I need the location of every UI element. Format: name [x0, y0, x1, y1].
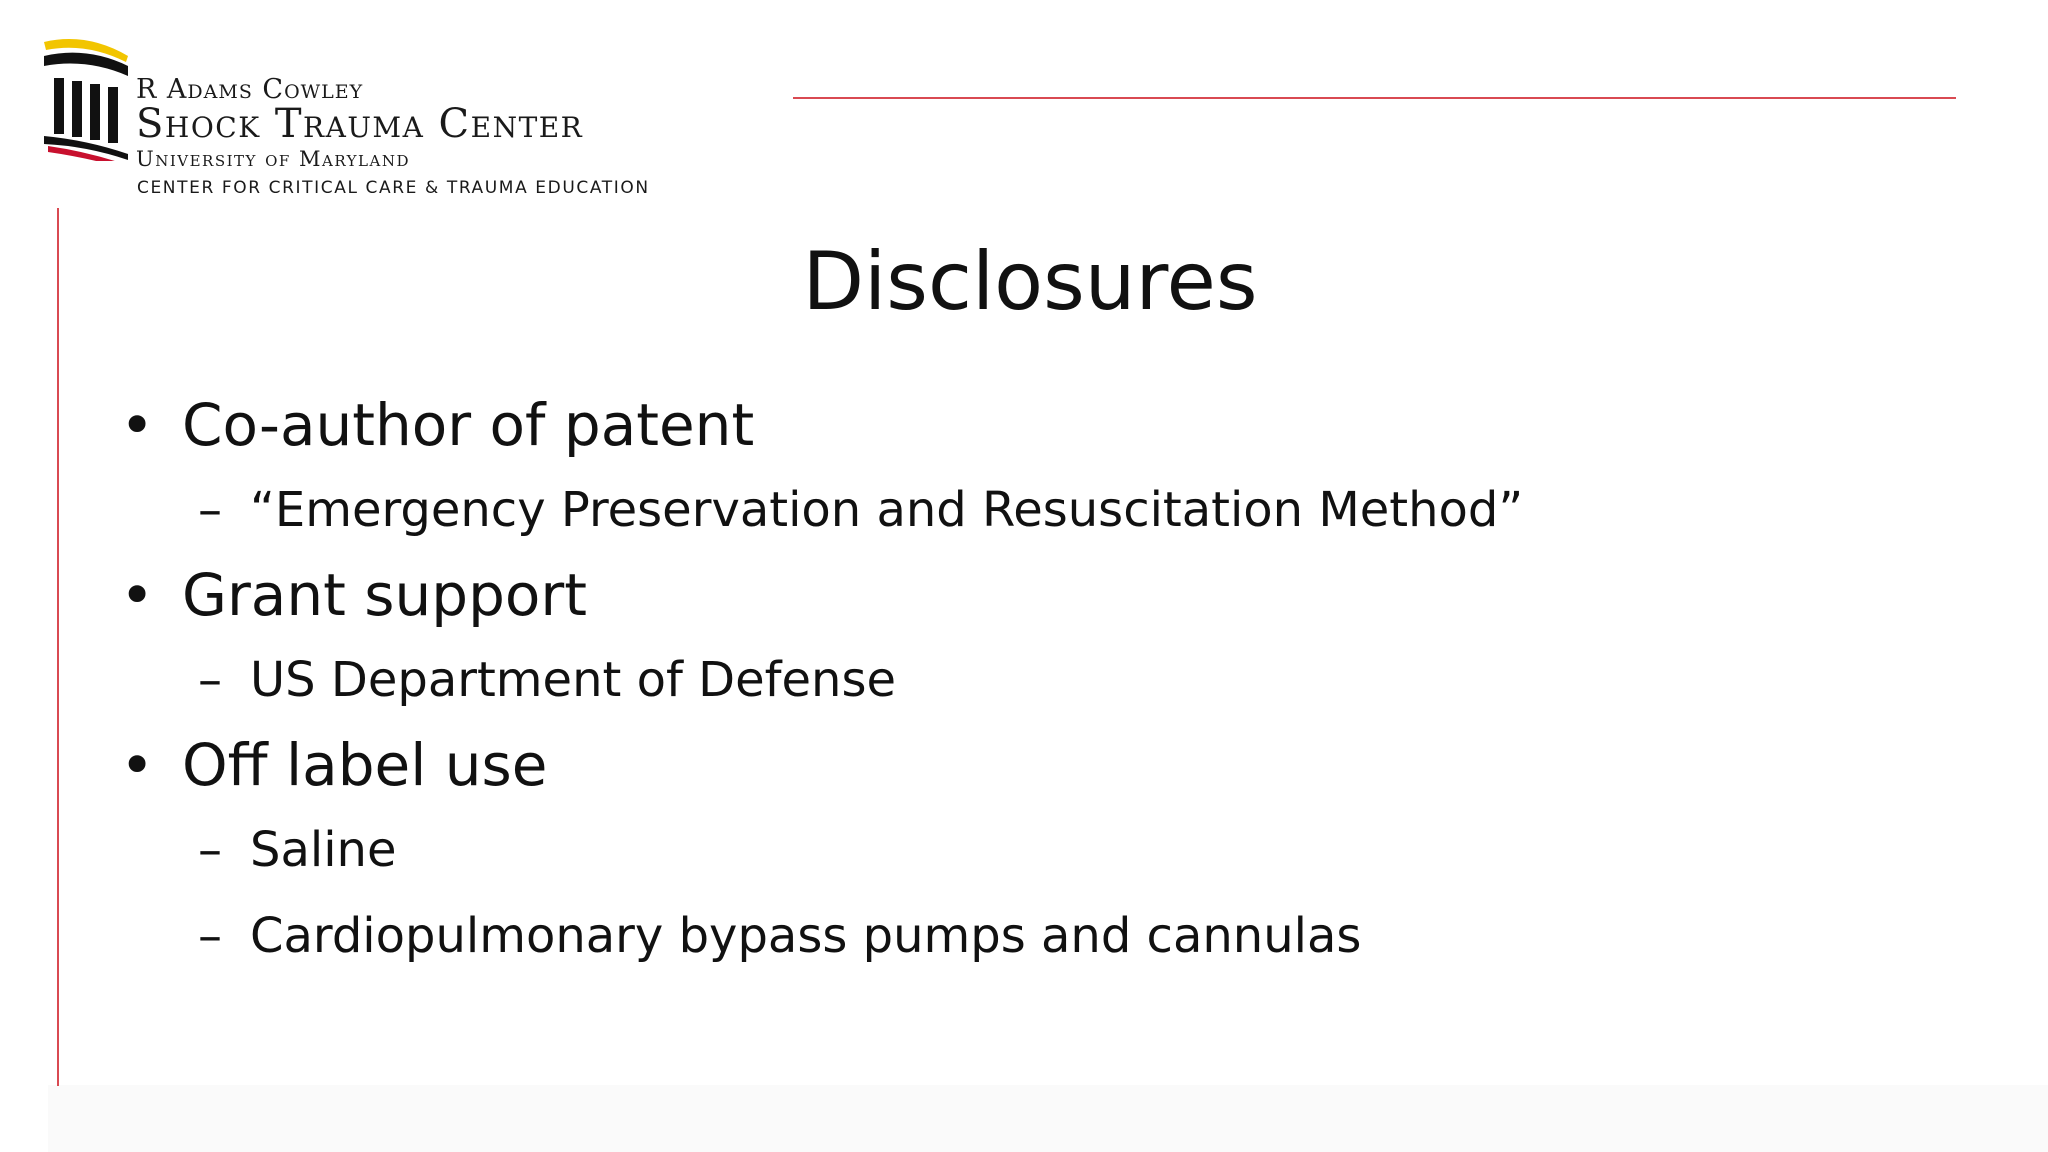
slide-title: Disclosures [802, 235, 1258, 328]
logo-text [136, 76, 583, 174]
bullet-icon: • [120, 391, 155, 459]
sub-bullet-item [120, 478, 1920, 542]
bullet-item [120, 730, 1920, 800]
bullet-item [120, 560, 1920, 630]
bullet-list [120, 390, 1920, 968]
sub-bullet-text: US Department of Defense [250, 652, 896, 708]
sub-bullet-item [120, 904, 1920, 968]
top-divider [793, 97, 1956, 99]
sub-bullet-text: Cardiopulmonary bypass pumps and cannulas [250, 908, 1362, 964]
dash-icon: – [198, 822, 222, 878]
sub-bullet-text: “Emergency Preservation and Resuscitation Method” [250, 482, 1524, 538]
logo-line-shock-trauma: Shock Trauma Center [136, 101, 584, 147]
dash-icon: – [198, 652, 222, 708]
logo-line-cowley: R Adams Cowley [136, 74, 364, 105]
sub-bullet-text: Saline [250, 822, 397, 878]
sub-bullet-item [120, 818, 1920, 882]
logo [42, 36, 802, 206]
logo-line-university: University of Maryland [136, 147, 411, 171]
bottom-shade [48, 1085, 2048, 1152]
bullet-icon: • [120, 731, 155, 799]
dash-icon: – [198, 908, 222, 964]
bullet-text: Grant support [182, 561, 587, 629]
sub-bullet-item [120, 648, 1920, 712]
dash-icon: – [198, 482, 222, 538]
bullet-text: Off label use [182, 731, 548, 799]
left-divider [57, 208, 59, 1086]
bullet-icon: • [120, 561, 155, 629]
logo-line-education-center: CENTER FOR CRITICAL CARE & TRAUMA EDUCATION [137, 178, 650, 198]
columns-logo-icon [42, 36, 132, 161]
bullet-item [120, 390, 1920, 460]
bullet-text: Co-author of patent [182, 391, 755, 459]
